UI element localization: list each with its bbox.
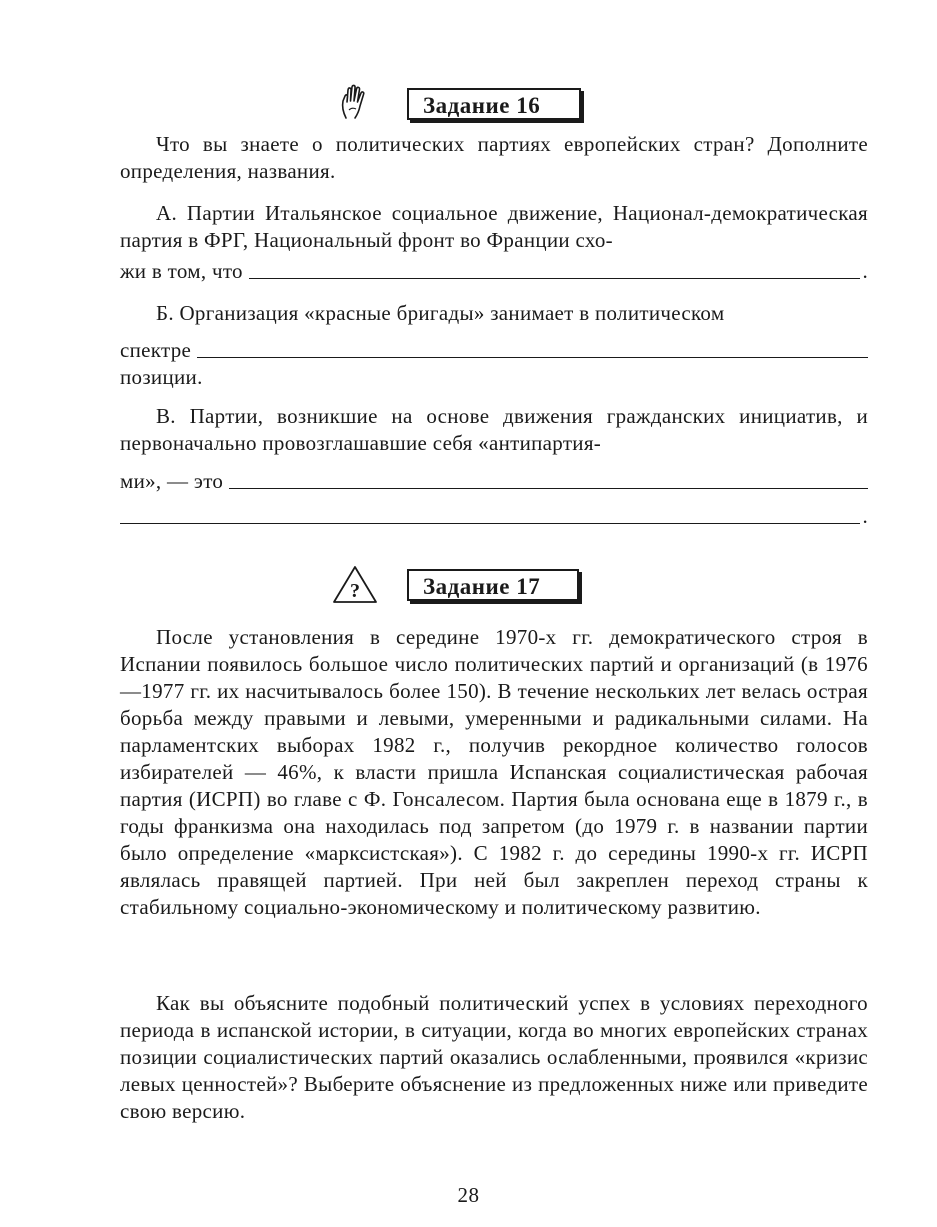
answer-line-b[interactable] xyxy=(197,357,868,358)
task16-intro: Что вы знаете о политических партиях европейских стран? Дополните определения, названия. xyxy=(120,132,868,183)
task17-title: Задание 17 xyxy=(407,569,579,601)
task16-item-c-tail: ми», — это xyxy=(120,469,224,493)
task16-item-a: А. Партии Итальянское социальное движение, Национал-демократическая партия в ФРГ, Национальный фронт во Франции схо- xyxy=(120,201,868,252)
task17-paragraph2-block xyxy=(120,990,868,1125)
question-triangle-icon xyxy=(332,565,378,610)
period: . xyxy=(862,259,868,283)
task16-item-a-answer-row xyxy=(120,258,868,285)
page-number: 28 xyxy=(457,1183,480,1207)
answer-line-c1[interactable] xyxy=(229,488,868,489)
task16-item-b-answer-row xyxy=(120,337,868,364)
task16-item-c: В. Партии, возникшие на основе движения гражданских инициатив, и первоначально провозглашавшие себя «антипартия- xyxy=(120,404,868,455)
period: . xyxy=(862,504,868,528)
task16-item-b-lead: спектре xyxy=(120,338,192,362)
task17-paragraph2: Как вы объясните подобный политический успех в условиях переходного периода в испанской истории, в ситуации, когда во многих европейских странах позиции социалистических партий оказались ослабленными, проявился «кризис левых ценностей»? Выберите объяснение из предложенных ниже или приведите свою версию. xyxy=(120,991,868,1123)
hand-icon xyxy=(336,84,376,127)
task16-item-b-block xyxy=(120,300,868,327)
task16-item-a-tail: жи в том, что xyxy=(120,259,243,283)
task17-paragraph1-block xyxy=(120,624,868,921)
task16-item-b-tail: позиции. xyxy=(120,365,203,389)
task16-item-a-block xyxy=(120,200,868,254)
task16-intro-block xyxy=(120,131,868,185)
task17-header xyxy=(0,565,937,609)
task16-item-c-answer-row-2 xyxy=(120,503,868,530)
task17-paragraph1: После установления в середине 1970-х гг. демократического строя в Испании появилось большое число политических партий и организаций (в 1976—1977 гг. их насчитывалось более 150). В течение нескольких лет велась острая борьба между правыми и левыми, умеренными и радикальными силами. На парламентских выборах 1982 г., получив рекордное количество голосов избирателей — 46%, к власти пришла Испанская социалистическая рабочая партия (ИСРП) во главе с Ф. Гонсалесом. Партия была основана еще в 1879 г., в годы франкизма она находилась под запретом (до 1979 г. в названии партии было определение «марксистская»). С 1982 г. до середины 1990-х гг. ИСРП являлась правящей партией. При ней был закреплен переход страны к стабильному социально-экономическому и политическому развитию. xyxy=(120,625,868,919)
task16-header xyxy=(0,84,937,128)
answer-line-c2[interactable] xyxy=(120,523,860,524)
question-mark: ? xyxy=(350,580,360,602)
task16-item-c-answer-row xyxy=(120,468,868,495)
task16-item-b: Б. Организация «красные бригады» занимает в политическом xyxy=(156,301,725,325)
task16-item-c-block xyxy=(120,403,868,457)
answer-line-a[interactable] xyxy=(249,278,861,279)
task16-title: Задание 16 xyxy=(407,88,581,120)
task16-item-b-tail-row xyxy=(120,364,868,391)
